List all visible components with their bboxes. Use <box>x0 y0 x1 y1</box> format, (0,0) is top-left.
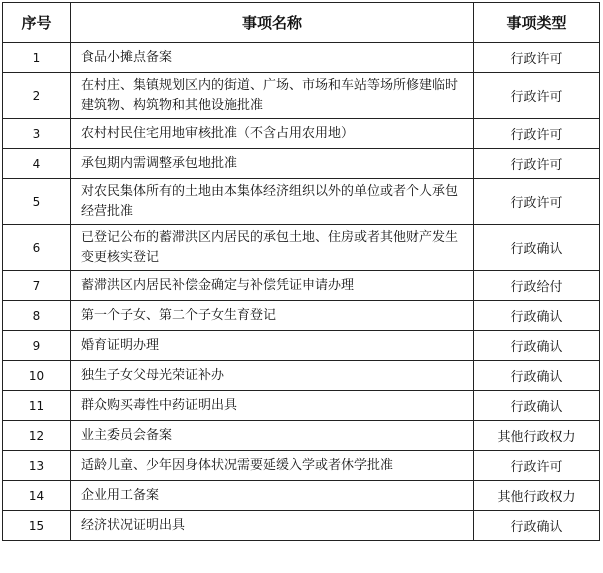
table-row <box>3 451 600 481</box>
row-type: 行政确认 <box>474 511 600 541</box>
row-index: 1 <box>3 43 71 73</box>
header-index: 序号 <box>3 3 71 43</box>
row-name: 农村村民住宅用地审核批准（不含占用农用地） <box>71 119 474 149</box>
table-row <box>3 271 600 301</box>
table-row <box>3 149 600 179</box>
row-name: 对农民集体所有的土地由本集体经济组织以外的单位或者个人承包经营批准 <box>71 179 474 225</box>
row-name: 第一个子女、第二个子女生育登记 <box>71 301 474 331</box>
row-name: 婚育证明办理 <box>71 331 474 361</box>
row-index: 12 <box>3 421 71 451</box>
row-name: 食品小摊点备案 <box>71 43 474 73</box>
row-index: 13 <box>3 451 71 481</box>
row-index: 7 <box>3 271 71 301</box>
row-type: 行政确认 <box>474 225 600 271</box>
row-name: 适龄儿童、少年因身体状况需要延缓入学或者休学批准 <box>71 451 474 481</box>
header-type: 事项类型 <box>474 3 600 43</box>
row-index: 2 <box>3 73 71 119</box>
row-index: 11 <box>3 391 71 421</box>
table-row <box>3 225 600 271</box>
table-body <box>3 43 600 541</box>
row-index: 5 <box>3 179 71 225</box>
row-name: 业主委员会备案 <box>71 421 474 451</box>
table-row <box>3 179 600 225</box>
row-name: 经济状况证明出具 <box>71 511 474 541</box>
row-name: 在村庄、集镇规划区内的街道、广场、市场和车站等场所修建临时建筑物、构筑物和其他设施批准 <box>71 73 474 119</box>
row-type: 行政确认 <box>474 301 600 331</box>
row-type: 行政许可 <box>474 119 600 149</box>
row-type: 行政许可 <box>474 451 600 481</box>
header-row <box>3 3 600 43</box>
table-row <box>3 391 600 421</box>
header-name: 事项名称 <box>71 3 474 43</box>
row-index: 15 <box>3 511 71 541</box>
table-row <box>3 301 600 331</box>
row-type: 其他行政权力 <box>474 481 600 511</box>
row-name: 企业用工备案 <box>71 481 474 511</box>
row-type: 行政确认 <box>474 361 600 391</box>
table-row <box>3 119 600 149</box>
row-index: 4 <box>3 149 71 179</box>
row-index: 6 <box>3 225 71 271</box>
row-index: 14 <box>3 481 71 511</box>
table-row <box>3 73 600 119</box>
row-index: 8 <box>3 301 71 331</box>
row-name: 蓄滞洪区内居民补偿金确定与补偿凭证申请办理 <box>71 271 474 301</box>
row-type: 行政许可 <box>474 149 600 179</box>
table-row <box>3 43 600 73</box>
table-row <box>3 331 600 361</box>
table-row <box>3 511 600 541</box>
row-name: 独生子女父母光荣证补办 <box>71 361 474 391</box>
row-type: 其他行政权力 <box>474 421 600 451</box>
table-row <box>3 421 600 451</box>
row-type: 行政许可 <box>474 43 600 73</box>
row-index: 10 <box>3 361 71 391</box>
row-type: 行政确认 <box>474 331 600 361</box>
row-name: 群众购买毒性中药证明出具 <box>71 391 474 421</box>
row-index: 3 <box>3 119 71 149</box>
row-name: 承包期内需调整承包地批准 <box>71 149 474 179</box>
row-index: 9 <box>3 331 71 361</box>
matters-table <box>2 2 600 541</box>
row-type: 行政许可 <box>474 179 600 225</box>
row-type: 行政确认 <box>474 391 600 421</box>
row-type: 行政给付 <box>474 271 600 301</box>
table-header <box>3 3 600 43</box>
row-type: 行政许可 <box>474 73 600 119</box>
table-row <box>3 361 600 391</box>
table-row <box>3 481 600 511</box>
row-name: 已登记公布的蓄滞洪区内居民的承包土地、住房或者其他财产发生变更核实登记 <box>71 225 474 271</box>
